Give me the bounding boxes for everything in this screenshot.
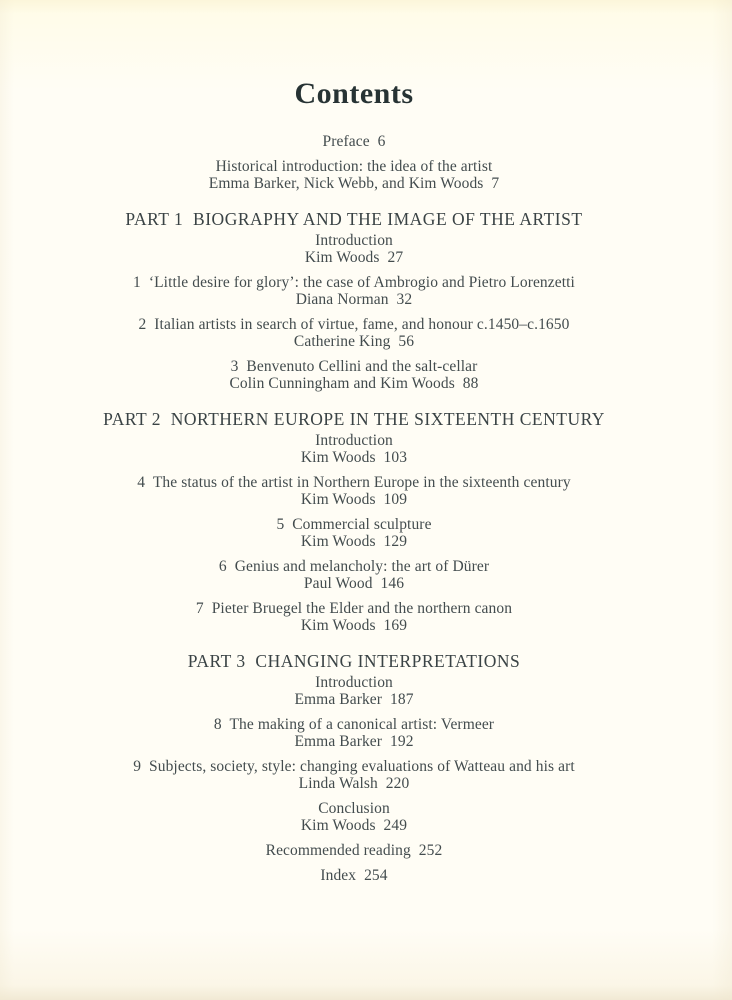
toc-entry-line: Paul Wood 146 [303, 575, 405, 592]
part-heading-text: PART 3 CHANGING INTERPRETATIONS [187, 651, 521, 671]
toc-entry [80, 133, 628, 150]
toc-entry-line: 2 Italian artists in search of virtue, fame, and honour c.1450–c.1650 [138, 316, 570, 333]
toc-entry-line: Emma Barker, Nick Webb, and Kim Woods 7 [208, 175, 500, 192]
toc-entry [80, 316, 628, 350]
toc-entry-line: Linda Walsh 220 [298, 775, 410, 792]
toc-entry [80, 800, 628, 834]
toc-entry-line: Introduction [315, 432, 393, 449]
toc-entry-line: Recommended reading 252 [265, 842, 443, 859]
toc-entry [80, 516, 628, 550]
toc-entry-line: Index 254 [320, 867, 388, 884]
toc-entry-line: Kim Woods 27 [304, 249, 404, 266]
toc-entry-line: 6 Genius and melancholy: the art of Dürer [218, 558, 490, 575]
toc-entry-line: 3 Benvenuto Cellini and the salt-cellar [230, 358, 478, 375]
toc-entry-line: Introduction [315, 232, 393, 249]
toc-entry-line: Catherine King 56 [293, 333, 415, 350]
toc-entry [80, 867, 628, 884]
part-heading [80, 408, 628, 430]
toc-entry-line: Kim Woods 103 [300, 449, 408, 466]
toc-entry-line: Historical introduction: the idea of the artist [215, 158, 493, 175]
toc-entry-line: 5 Commercial sculpture [276, 516, 432, 533]
toc-entry-line: Colin Cunningham and Kim Woods 88 [229, 375, 479, 392]
part-heading [80, 650, 628, 672]
toc-entry [80, 716, 628, 750]
toc-entry-line: 9 Subjects, society, style: changing evaluations of Watteau and his art [133, 758, 575, 775]
toc-entry-line: Kim Woods 249 [300, 817, 408, 834]
toc-entry-line: Emma Barker 192 [294, 733, 414, 750]
toc-entry [80, 232, 628, 266]
toc-entry-line: Kim Woods 109 [300, 491, 408, 508]
part-heading-text: PART 1 BIOGRAPHY AND THE IMAGE OF THE ARTIST [125, 209, 583, 229]
toc-blocks [80, 133, 628, 884]
toc-entry-line: 8 The making of a canonical artist: Vermeer [213, 716, 495, 733]
part-heading [80, 208, 628, 230]
part-heading-text: PART 2 NORTHERN EUROPE IN THE SIXTEENTH CENTURY [103, 409, 605, 429]
toc-entry-line: Emma Barker 187 [294, 691, 414, 708]
toc-entry-line: Preface 6 [322, 133, 386, 150]
page-title: Contents [294, 77, 414, 110]
toc-entry [80, 558, 628, 592]
toc-entry-line: Kim Woods 169 [300, 617, 408, 634]
toc-entry-line: Introduction [315, 674, 393, 691]
toc-entry-line: 1 ‘Little desire for glory’: the case of Ambrogio and Pietro Lorenzetti [133, 274, 575, 291]
toc-entry [80, 432, 628, 466]
toc-entry [80, 674, 628, 708]
toc-entry-line: Conclusion [318, 800, 390, 817]
toc-entry [80, 758, 628, 792]
toc-entry [80, 842, 628, 859]
toc-entry-line: Diana Norman 32 [295, 291, 413, 308]
toc-entry [80, 600, 628, 634]
toc-entry [80, 274, 628, 308]
toc-entry [80, 474, 628, 508]
toc-entry-line: 4 The status of the artist in Northern Europe in the sixteenth century [137, 474, 571, 491]
toc-entry [80, 358, 628, 392]
toc-entry-line: Kim Woods 129 [300, 533, 408, 550]
toc-entry-line: 7 Pieter Bruegel the Elder and the northern canon [195, 600, 513, 617]
toc-entry [80, 158, 628, 192]
